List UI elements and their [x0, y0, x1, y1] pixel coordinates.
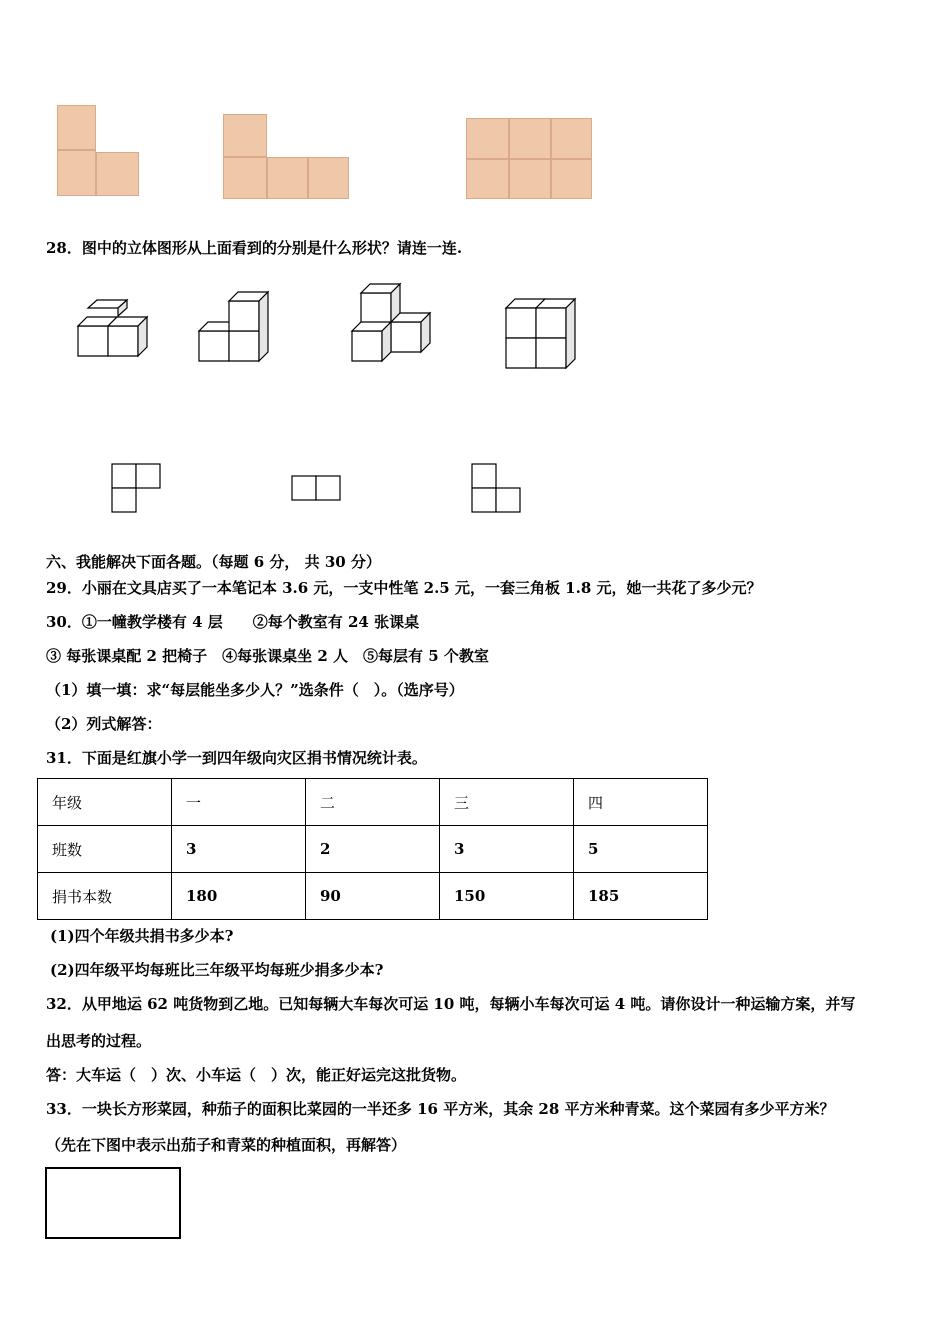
table-cell: 90: [306, 873, 440, 920]
table-cell: 班数: [38, 826, 172, 873]
table-cell: 捐书本数: [38, 873, 172, 920]
tile: [509, 118, 551, 159]
top-view-shape-3: [471, 463, 523, 515]
q32-line2: 出思考的过程。: [46, 1032, 152, 1050]
table-cell: 3: [440, 826, 574, 873]
q30-line2: ③ 每张课桌配 2 把椅子 ④每张课桌坐 2 人 ⑤每层有 5 个教室: [46, 647, 489, 665]
table-cell: 2: [306, 826, 440, 873]
donation-table: [37, 778, 708, 920]
top-view-shape-1: [111, 463, 163, 515]
tile: [466, 159, 509, 199]
table-cell: 185: [574, 873, 708, 920]
section-heading: 六、我能解决下面各题。（每题 6 分， 共 30 分）: [46, 553, 381, 571]
table-cell: 三: [440, 779, 574, 826]
tile: [308, 157, 349, 199]
table-cell: 180: [172, 873, 306, 920]
top-view-shape-2: [291, 475, 343, 503]
tile: [551, 159, 592, 199]
q30-sub1: （1）填一填：求“每层能坐多少人？”选条件（ ）。（选序号）: [46, 681, 464, 699]
q28-text: 28．图中的立体图形从上面看到的分别是什么形状？请连一连.: [46, 239, 463, 257]
table-cell: 150: [440, 873, 574, 920]
tile: [223, 114, 267, 157]
table-cell: 5: [574, 826, 708, 873]
q31-sub2: (2)四年级平均每班比三年级平均每班少捐多少本?: [50, 961, 384, 979]
q32-line1: 32．从甲地运 62 吨货物到乙地。已知每辆大车每次可运 10 吨，每辆小车每次可运 4 吨。请你设计一种运输方案，并写: [46, 995, 856, 1013]
tile: [57, 105, 96, 150]
q30-line1: 30．①一幢教学楼有 4 层 ②每个教室有 24 张课桌: [46, 613, 420, 631]
cube-figure-1: [70, 300, 160, 370]
table-cell: 四: [574, 779, 708, 826]
q31-sub1: (1)四个年级共捐书多少本?: [50, 927, 234, 945]
tile: [223, 157, 267, 199]
tile: [96, 152, 139, 196]
q29-text: 29．小丽在文具店买了一本笔记本 3.6 元，一支中性笔 2.5 元，一套三角板 1.8 元，她一共花了多少元？: [46, 579, 762, 597]
garden-rectangle[interactable]: [45, 1167, 181, 1239]
q31-intro: 31．下面是红旗小学一到四年级向灾区捐书情况统计表。: [46, 749, 427, 767]
tile: [57, 150, 96, 196]
table-cell: 二: [306, 779, 440, 826]
table-row: [38, 873, 708, 920]
q30-sub2: （2）列式解答：: [46, 715, 162, 733]
q32-answer: 答：大车运（ ）次、小车运（ ）次，能正好运完这批货物。: [46, 1066, 467, 1084]
cube-figure-4: [498, 290, 588, 375]
table-row: [38, 826, 708, 873]
tile: [551, 118, 592, 159]
table-row: [38, 779, 708, 826]
table-cell: 3: [172, 826, 306, 873]
cube-figure-3: [343, 280, 443, 370]
tile: [466, 118, 509, 159]
cube-figure-2: [192, 286, 282, 366]
table-cell: 一: [172, 779, 306, 826]
q33-line2: （先在下图中表示出茄子和青菜的种植面积，再解答）: [46, 1136, 407, 1154]
tile: [267, 157, 308, 199]
tile: [509, 159, 551, 199]
table-cell: 年级: [38, 779, 172, 826]
q33-line1: 33．一块长方形菜园，种茄子的面积比菜园的一半还多 16 平方米，其余 28 平方米种青菜。这个菜园有多少平方米？: [46, 1100, 835, 1118]
